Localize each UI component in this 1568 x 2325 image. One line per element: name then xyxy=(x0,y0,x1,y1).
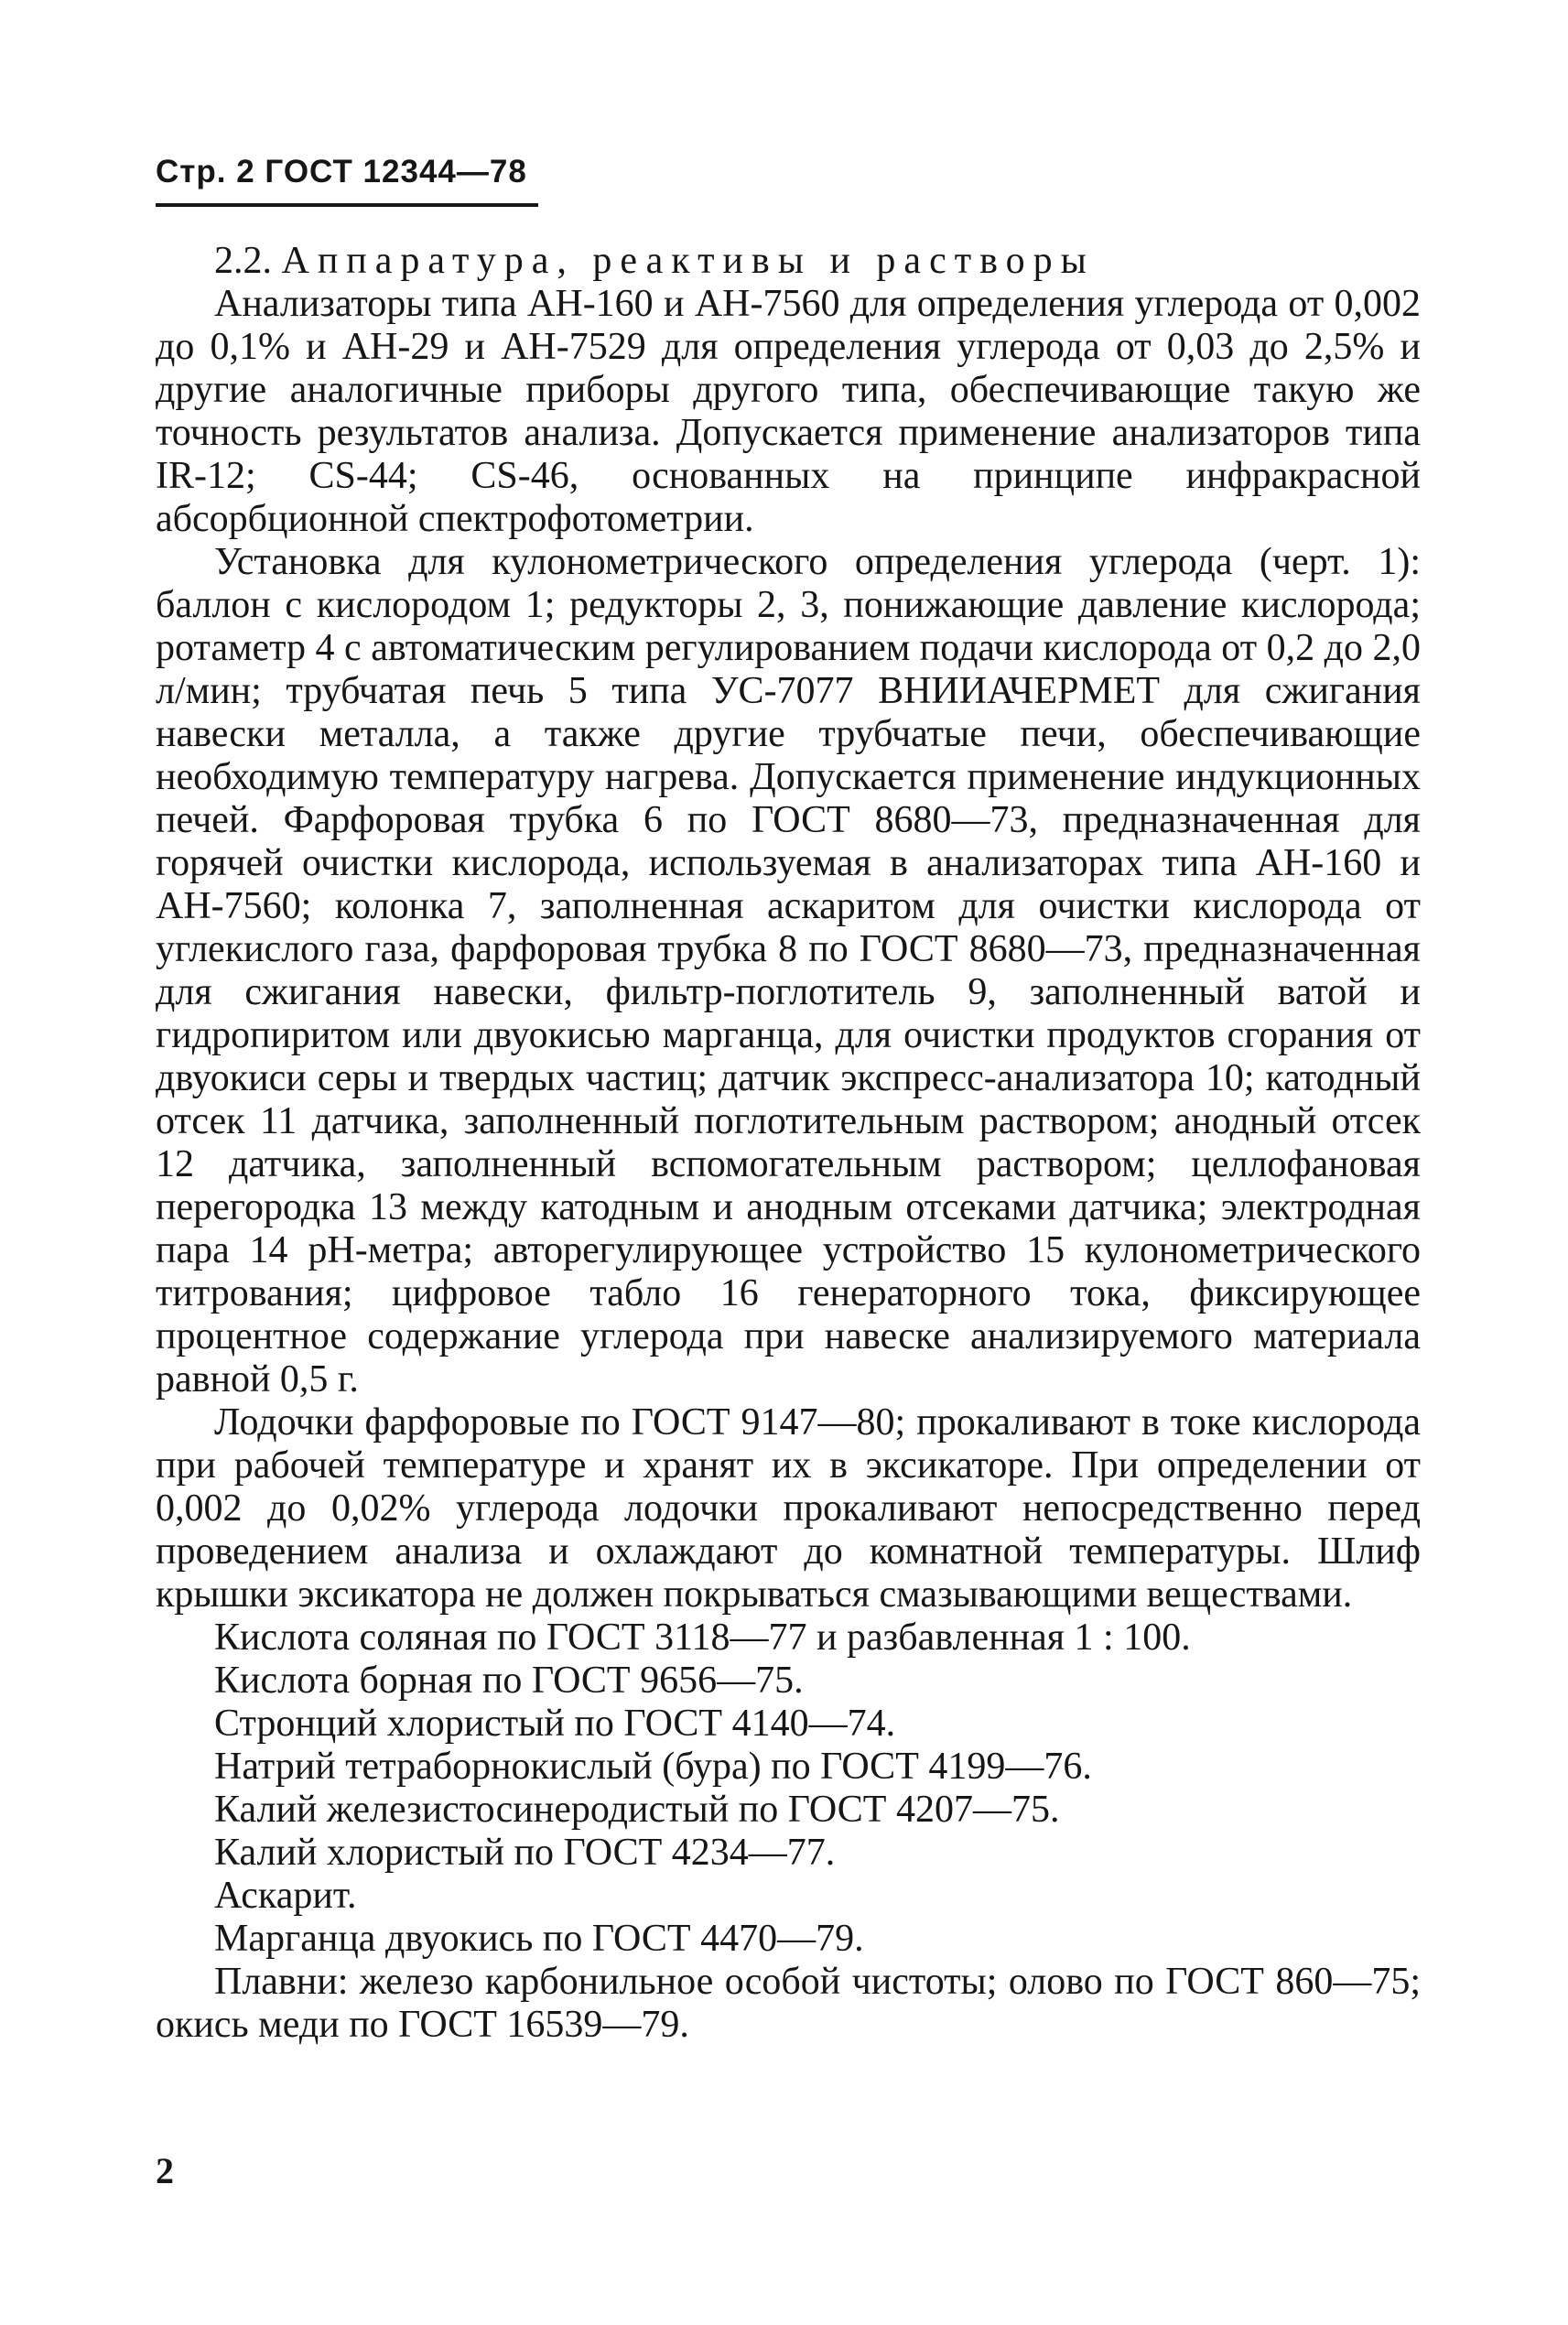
reagent-item: Стронций хлористый по ГОСТ 4140—74. xyxy=(214,1703,896,1745)
header-rule xyxy=(156,203,538,207)
paragraph-fluxes: Плавни: железо карбонильное особой чистоты; олово по ГОСТ 860—75; окись меди по ГОСТ 16539—79. xyxy=(156,1961,1421,2046)
reagent-item: Аскарит. xyxy=(214,1875,357,1917)
section-number: 2.2. xyxy=(214,240,272,282)
section-title: Аппаратура, реактивы и растворы xyxy=(281,240,1095,282)
reagent-item: Кислота соляная по ГОСТ 3118—77 и разбавленная 1 : 100. xyxy=(214,1617,1191,1659)
paragraph-installation: Установка для кулонометрического определения углерода (черт. 1): баллон с кислородом 1; редукторы 2, 3, понижающие давление кислорода; ротаметр 4 с автоматическим регулированием подачи кислорода от 0,2 до 2,0 л/мин; трубчатая печь 5 типа УС-7077 ВНИИАЧЕРМЕТ для сжигания навески металла, а также другие трубчатые печи, обеспечивающие необходимую температуру нагрева. Допускается применение индукционных печей. Фарфоровая трубка 6 по ГОСТ 8680—73, предназначенная для горячей очистки кислорода, используемая в анализаторах типа АН-160 и АН-7560; колонка 7, заполненная аскаритом для очистки кислорода от углекислого газа, фарфоровая трубка 8 по ГОСТ 8680—73, предназначенная для сжигания навески, фильтр-поглотитель 9, заполненный ватой и гидропиритом или двуокисью марганца, для очистки продуктов сгорания от двуокиси серы и твердых частиц; датчик экспресс-анализатора 10; катодный отсек 11 датчика, заполненный поглотительным раствором; анодный отсек 12 датчика, заполненный вспомогательным раствором; целлофановая перегородка 13 между катодным и анодным отсеками датчика; электродная пара 14 рН-метра; авторегулирующее устройство 15 кулонометрического титрования; цифровое табло 16 генераторного тока, фиксирующее процентное содержание углерода при навеске анализируемого материала равной 0,5 г. xyxy=(156,541,1421,1400)
page-number: 2 xyxy=(156,2150,174,2191)
reagent-list xyxy=(156,1617,1421,1961)
reagent-item: Кислота борная по ГОСТ 9656—75. xyxy=(214,1660,804,1702)
paragraph-boats: Лодочки фарфоровые по ГОСТ 9147—80; прокаливают в токе кислорода при рабочей температуре и хранят их в эксикаторе. При определении от 0,002 до 0,02% углерода лодочки прокаливают непосредственно перед проведением анализа и охлаждают до комнатной температуры. Шлиф крышки эксикатора не должен покрываться смазывающими веществами. xyxy=(156,1401,1421,1616)
running-header: Стр. 2 ГОСТ 12344—78 xyxy=(156,154,527,189)
reagent-item: Натрий тетраборнокислый (бура) по ГОСТ 4199—76. xyxy=(214,1746,1092,1788)
reagent-item: Калий хлористый по ГОСТ 4234—77. xyxy=(214,1832,836,1874)
page-content xyxy=(156,240,1421,2047)
reagent-item: Калий железистосинеродистый по ГОСТ 4207—75. xyxy=(214,1789,1060,1831)
section-heading xyxy=(156,240,1421,283)
paragraph-analyzers: Анализаторы типа АН-160 и АН-7560 для определения углерода от 0,002 до 0,1% и АН-29 и АН-7529 для определения углерода от 0,03 до 2,5% и другие аналогичные приборы другого типа, обеспечивающие такую же точность результатов анализа. Допускается применение анализаторов типа IR-12; CS-44; CS-46, основанных на принципе инфракрасной абсорбционной спектрофотометрии. xyxy=(156,283,1421,540)
reagent-item: Марганца двуокись по ГОСТ 4470—79. xyxy=(214,1918,864,1960)
